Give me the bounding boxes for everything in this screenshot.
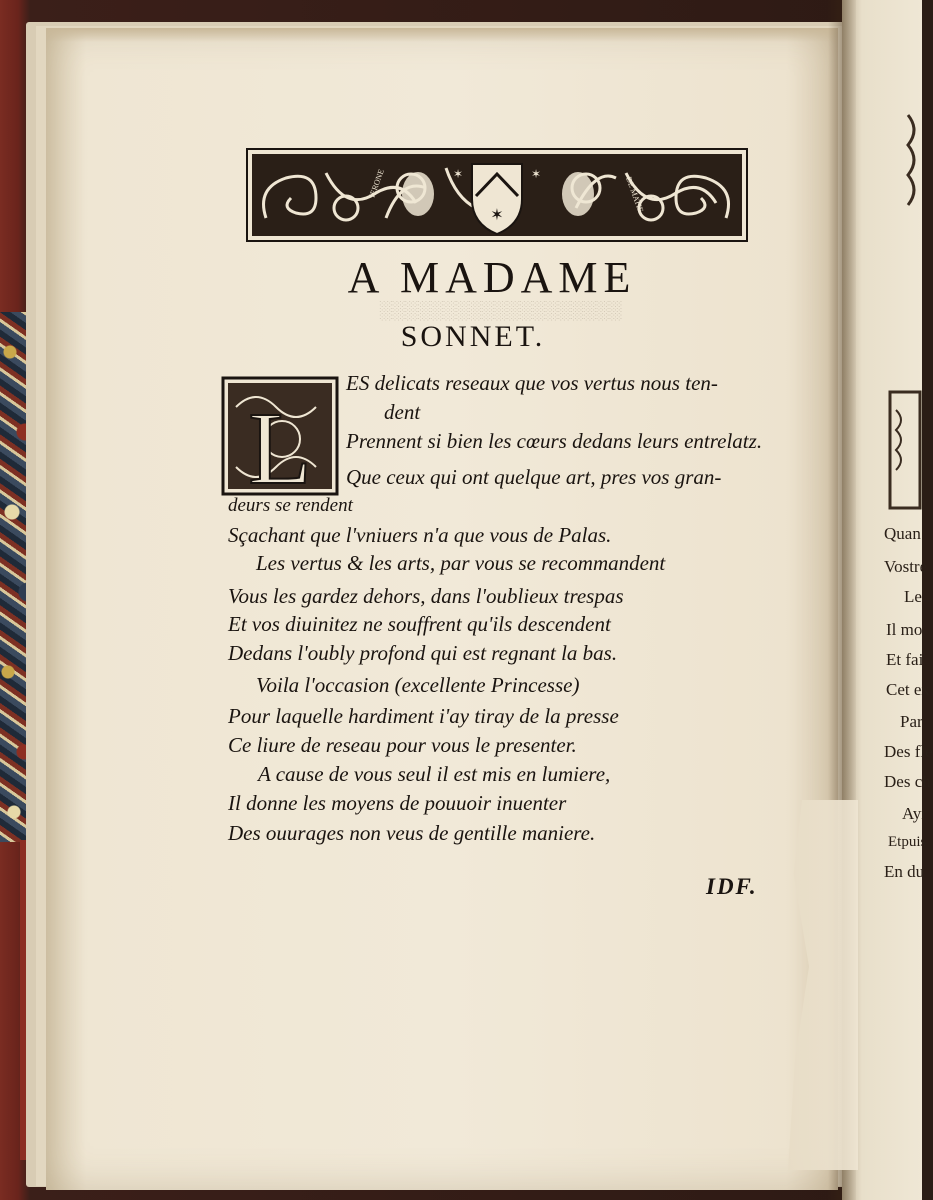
facing-page-fragment: Des fle (884, 742, 933, 761)
headpiece-initials-right: DE MATIE (624, 175, 646, 214)
headpiece-ornament (246, 148, 748, 242)
facing-page-fragment: Le (904, 587, 922, 606)
facing-page-fragment: Vostre (884, 557, 928, 576)
poem-line-first: ES delicats reseaux que vos vertus nous ten- (346, 371, 718, 395)
page-subtitle: SONNET. (400, 320, 546, 353)
page-top-edge (46, 28, 838, 42)
facing-page-fragment: Etpuis (888, 834, 927, 850)
facing-page-fragment: Quan (884, 524, 921, 543)
signature: IDF. (706, 874, 758, 899)
poem-line: dent (384, 400, 421, 424)
headpiece-initials-left: IERONE (367, 168, 386, 199)
poem-line: Prennent si bien les cœurs dedans leurs entrelatz. (346, 429, 763, 453)
poem-line: Que ceux qui ont quelque art, pres vos gran- (346, 465, 722, 489)
poem-line: Pour laquelle hardiment i'ay tiray de la presse (228, 704, 619, 728)
facing-page-fragment: Par (900, 712, 923, 731)
facing-page-fragment: Cet ex (886, 680, 930, 699)
poem-line: Dedans l'oubly profond qui est regnant la bas. (228, 641, 618, 665)
poem-line: Des ouurages non veus de gentille maniere. (228, 821, 596, 845)
dropcap-letter: L (248, 391, 312, 506)
svg-text:✶: ✶ (530, 167, 542, 181)
facing-page-fragment: Des ch (884, 772, 931, 791)
facing-page-fragment: Ayr (902, 804, 927, 823)
facing-page-ornament-top-icon (904, 110, 922, 220)
svg-text:✶: ✶ (452, 167, 464, 181)
facing-page-fragment: Et fai (886, 650, 924, 669)
poem-line: Ce liure de reseau pour vous le presenter. (228, 733, 577, 757)
poem-line: Les vertus & les arts, par vous se recommandent (256, 551, 666, 575)
poem-line: Il donne les moyens de pouuoir inuenter (228, 791, 567, 815)
facing-page-fragment: Il mo (886, 620, 923, 639)
poem-line: A cause de vous seul il est mis en lumiere, (258, 762, 611, 786)
poem-line: Et vos diuinitez ne souffrent qu'ils descendent (228, 612, 611, 636)
svg-text:✶: ✶ (490, 207, 504, 224)
poem-line: deurs se rendent (228, 495, 353, 516)
poem-line: Voila l'occasion (excellente Princesse) (256, 673, 580, 697)
dropcap-ornament (222, 377, 338, 506)
facing-page-fragment: En du (884, 862, 925, 881)
poem-line: Vous les gardez dehors, dans l'oublieux trespas (228, 584, 624, 608)
poem-line: Sçachant que l'vniuers n'a que vous de Palas. (228, 523, 612, 547)
page-title: A MADAME (347, 253, 637, 302)
facing-page-ornament-icon (888, 390, 922, 510)
